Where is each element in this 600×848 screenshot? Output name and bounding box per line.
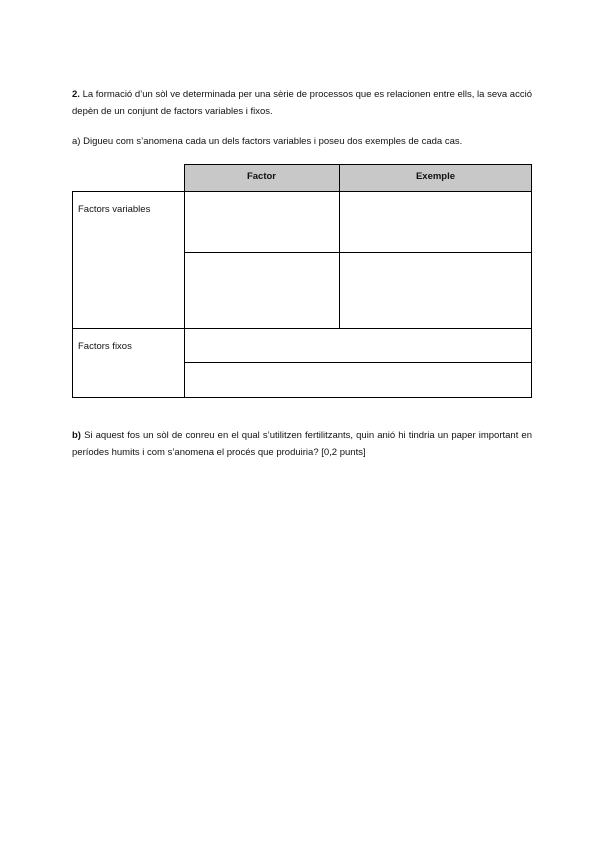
question-part-b	[72, 427, 532, 461]
table-line	[531, 164, 532, 398]
part-b-label: b)	[72, 430, 81, 441]
answer-cell-variable-1-exemple[interactable]	[340, 192, 532, 252]
header-exemple: Exemple	[339, 164, 532, 191]
row-label-factors-variables: Factors variables	[78, 204, 151, 215]
answer-cell-variable-2-exemple[interactable]	[340, 253, 532, 328]
part-a-label: a)	[72, 136, 81, 147]
table-line	[72, 397, 532, 398]
table-line	[339, 164, 340, 329]
table-line	[184, 362, 532, 363]
answer-table	[72, 164, 532, 398]
table-line	[184, 164, 185, 398]
table-line	[72, 191, 73, 398]
table-line	[184, 164, 532, 165]
part-a-text: Digueu com s’anomena cada un dels factors variables i poseu dos exemples de cada cas.	[83, 136, 463, 147]
table-line	[184, 252, 532, 253]
row-label-factors-fixos: Factors fixos	[78, 341, 132, 352]
answer-cell-fixos-2[interactable]	[185, 363, 532, 397]
header-factor: Factor	[184, 164, 339, 191]
question-part-a	[72, 133, 532, 150]
question-intro-text: La formació d’un sòl ve determinada per una sèrie de processos que es relacionen entre ells, la seva acció depèn de un conjunt de factors variables i fixos.	[72, 89, 532, 117]
answer-cell-fixos-1[interactable]	[185, 329, 532, 362]
answer-cell-variable-2-factor[interactable]	[185, 253, 339, 328]
part-b-text: Si aquest fos un sòl de conreu en el qual s’utilitzen fertilitzants, quin anió hi tindria un paper important en períodes humits i com s’anomena el procés que produiria? [0,2 punts]	[72, 430, 533, 458]
question-number: 2.	[72, 89, 80, 100]
table-line	[72, 328, 532, 329]
answer-cell-variable-1-factor[interactable]	[185, 192, 339, 252]
table-line	[72, 191, 532, 192]
question-intro	[72, 86, 532, 120]
